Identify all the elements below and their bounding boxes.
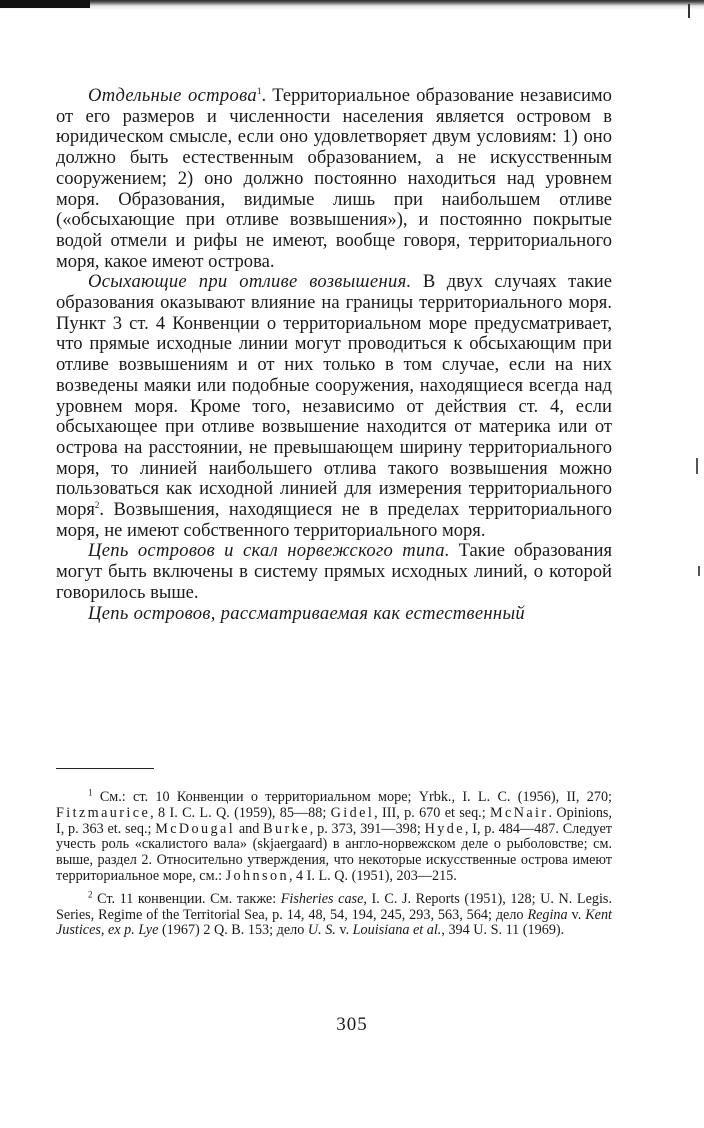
- footnote-text: and: [235, 820, 264, 837]
- footnote-ref: 1: [256, 85, 262, 96]
- paragraph-body: . Территориальное образование независимо от его размеров и численности населения является островом в юридическом смысле, если оно удовлетворяет двум условиям: 1) оно должно быть естественным образованием, а не искусственным сооружением; 2) оно должно постоянно находиться над уровнем моря. Образования, видимые лишь при наибольшем отливе («обсыхающие при отливе возвышения»), и постоянно покрытые водой отмели и рифы не имеют, вообще говоря, территориального моря, какое имеют острова.: [56, 85, 612, 272]
- author-name: Gidel: [330, 804, 375, 821]
- main-text: [56, 86, 612, 624]
- scan-mark: [698, 566, 700, 576]
- footnote-text: , I. C. J. Reports (1951), 128; U. N. Legis. Series, Regime of the Territorial Sea, p. 14, 48, 54, 194, 245, 293, 563, 564; дело: [56, 890, 612, 923]
- footnote-text: Ст. 11 конвенции. См. также:: [92, 890, 281, 907]
- footnotes: [56, 787, 612, 939]
- case-name: Louisiana et al.: [352, 922, 442, 939]
- footnote-text: , 8 I. C. L. Q. (1959), 85—88;: [150, 804, 331, 821]
- footnote-1: [56, 787, 612, 885]
- author-name: McDougal: [155, 820, 236, 837]
- case-name: Kent Justices, ex p. Lye: [56, 906, 612, 939]
- footnote-text: . Opinions, I, p. 363 et. seq.;: [56, 804, 612, 837]
- case-name: U. S.: [307, 922, 336, 939]
- footnote-number: 2: [88, 889, 93, 900]
- scan-top-edge: [0, 0, 704, 10]
- author-name: Johnson: [225, 867, 289, 884]
- paragraph-norwegian-islands: [56, 541, 612, 603]
- footnote-text: v.: [335, 922, 353, 939]
- footnote-2: [56, 889, 612, 939]
- paragraph-body-continued: . Возвышения, находящиеся не в пределах территориального моря, не имеют собственного территориального моря.: [56, 499, 612, 541]
- footnote-text: (1967) 2 Q. B. 153; дело: [158, 922, 308, 939]
- paragraph-low-tide-elevations: [56, 272, 612, 541]
- author-name: McNair: [490, 804, 549, 821]
- paragraph-heading: Осыхающие при отливе возвышения.: [88, 271, 412, 293]
- footnote-text: v.: [567, 906, 586, 923]
- scan-mark: [688, 4, 690, 18]
- paragraph-natural-chain: [56, 604, 612, 625]
- footnote-text: , 4 I. L. Q. (1951), 203—215.: [288, 867, 457, 884]
- scan-dark-corner: [0, 0, 90, 8]
- paragraph-body: Такие образования могут быть включены в систему прямых исходных линий, о которой говорилось выше.: [56, 540, 612, 603]
- page-number: 305: [336, 1014, 368, 1035]
- paragraph-body: В двух случаях такие образования оказывают влияние на границы территориального моря. Пункт 3 ст. 4 Конвенции о территориальном море предусматривает, что прямые исходные линии могут проводиться к обсыхающим при отливе возвышениям и от них только в том случае, если на них возведены маяки или подобные сооружения, находящиеся всегда над уровнем моря. Кроме того, независимо от действия ст. 4, если обсыхающее при отливе возвышение находится от материка или от острова на расстоянии, не превышающем ширину территориального моря, то линией наибольшего отлива такого возвышения можно пользоваться как исходной линией для измерения территориального моря: [56, 271, 612, 521]
- author-name: Fitzmaurice: [56, 804, 151, 821]
- footnote-number: 1: [88, 787, 93, 798]
- author-name: Burke: [263, 820, 310, 837]
- paragraph-heading: Цепь островов и скал норвежского типа.: [88, 540, 450, 562]
- footnote-text: , 394 U. S. 11 (1969).: [441, 922, 565, 939]
- footnote-text: , III, p. 670 et seq.;: [374, 804, 490, 821]
- footnote-text: , p. 373, 391—398;: [309, 820, 425, 837]
- footnote-ref: 2: [94, 499, 100, 510]
- case-name: Fisheries case: [280, 890, 364, 907]
- author-name: Hyde: [424, 820, 465, 837]
- footnote-text: , I, p. 484—487. Следует учесть роль «скалистого вала» (skjaergaard) в англо-норвежском деле о рыболовстве; см. выше, раздел 2. Относительно утверждения, что некоторые искусственные острова имеют территориальное море, см.:: [56, 820, 612, 884]
- paragraph-heading: Цепь островов, рассматриваемая как естественный: [88, 602, 525, 624]
- paragraph-heading: Отдельные острова: [88, 85, 257, 106]
- footnote-text: См.: ст. 10 Конвенции о территориальном море; Yrbk., I. L. C. (1956), II, 270;: [92, 789, 612, 805]
- footnote-divider: [56, 768, 154, 769]
- paragraph-isolated-islands: [56, 86, 612, 272]
- scan-mark: [696, 458, 698, 474]
- case-name: Regina: [527, 906, 568, 923]
